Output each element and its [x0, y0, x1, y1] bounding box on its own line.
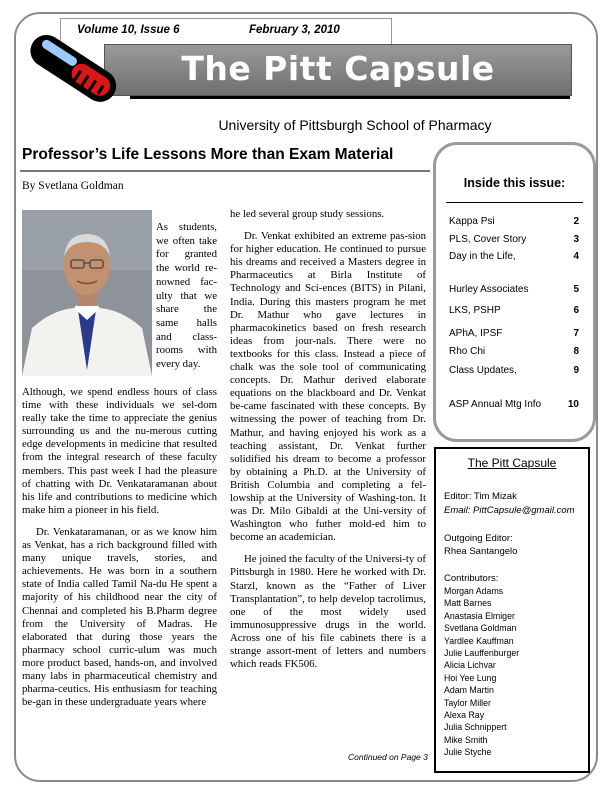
article-byline: By Svetlana Goldman — [22, 180, 124, 192]
continued-note[interactable]: Continued on Page 3 — [348, 752, 428, 762]
contributor-name: Mike Smith — [444, 734, 488, 745]
article-paragraph: Dr. Venkataramanan, or as we know him as Venkat, has a rich background filled with many unique travels, stories, and achievements. He was born in a southern state of India called Tamil Na-du He spent a majority of his childhood near the city of Chennai and completed his B.Pharm degree from the University of Madras. He elaborated that during those years the pharmacy school curric-ulum was much more product based, hands-on, and involved many labs in pharmaceutical chemistry and pharma-ceutics. His enthusiasm for teaching be-gan in these undergraduate years where — [22, 525, 217, 709]
article-column-1 — [22, 386, 217, 718]
contributor-name: Morgan Adams — [444, 586, 504, 596]
article-column-2 — [230, 208, 426, 680]
volume-issue: Volume 10, Issue 6 — [77, 24, 180, 36]
contributor-name: Taylor Miller — [444, 697, 491, 708]
newsletter-title: The Pitt Capsule — [181, 49, 495, 88]
contributor-name: Alicia Lichvar — [444, 660, 496, 671]
issue-date: February 3, 2010 — [249, 24, 340, 36]
contributor-name: Hoi Yee Lung — [444, 672, 497, 683]
outgoing-label: Outgoing Editor: — [444, 533, 513, 544]
contributor-name: Anastasia Elmiger — [444, 610, 515, 621]
inside-issue-rule — [446, 202, 583, 203]
staff-title: The Pitt Capsule — [467, 456, 557, 470]
contributor-name: Adam Martin — [444, 685, 494, 696]
contributor-name: Julia Schnippert — [444, 722, 507, 733]
article-paragraph: Dr. Venkat exhibited an extreme pas-sion for higher education. He continued to pursue his dreams and received a Masters degree in Pharmaceutics at Birla Institute of Technology and Sci-ences (BITS) in Pilani, India. During this masters program he met Dr. Mathur who gave lectures in pharmacokinetics based on fresh research ideas from jour-nals. There were no textbooks for this class. Instead a piece of chalk was the sole tool of communicating concepts. Dr. Mathur derived elaborate equations on the blackboard and Dr. Venkat be-came fascinated with these concepts. By witnessing the power of teaching from Dr. Mathur, and having enjoyed his work as a teaching assistant, Dr. Venkat further solidified his dream to become a professor by obtaining a Ph.D. at the University of British Columbia and completing a fel-lowship at the University of Washing-ton. It was Dr. Milo Gibaldi at the Uni-versity of Washington who futher mold-ed him to become an academician. — [230, 230, 426, 544]
article-paragraph: he led several group study sessions. — [230, 208, 385, 220]
professor-photo — [22, 210, 152, 376]
editor-line: Editor: Tim Mizak — [444, 491, 517, 502]
contributor-name: Matt Barnes — [444, 598, 492, 609]
capsule-logo-icon — [18, 30, 128, 104]
contributors-label: Contributors: — [444, 573, 499, 584]
article-intro-wrap: As students, we often take for granted the world re-nowned fac-ulty that we share the same halls and class-rooms with every day. — [156, 221, 217, 371]
contributor-name: Alexa Ray — [444, 710, 485, 720]
article-headline: Professor’s Life Lessons More than Exam Material — [22, 146, 394, 163]
article-paragraph: He joined the faculty of the Universi-ty of Pittsburgh in 1980. Here he worked with Dr. Starzl, known as the “Father of Liver Transplantation”, to help develop tacrolimus, one of the most widely used immunosuppressive drugs in the world. Across one of his file cabinets there is a strange assort-ment of letters and numbers which reads FK506. — [230, 553, 426, 671]
staff-box — [434, 447, 590, 773]
contributor-name: Svetlana Goldman — [444, 623, 517, 634]
article-paragraph: Although, we spend endless hours of class time with these individuals we sel-dom really take the time to appreciate the genius surrounding us and the nu-merous cutting edge developments in medicine that resulted from the integral research of these faculty members. This past week I had the pleasure of chatting with Dr. Venkataramanan about his life and contributions to medicine which make him a pioneer in his field. — [22, 386, 217, 516]
contributor-name: Julie Lauffenburger — [444, 648, 520, 658]
inside-issue-title: Inside this issue: — [463, 176, 566, 190]
wrap-text — [156, 221, 217, 381]
banner-stripe — [130, 96, 570, 99]
headline-rule — [20, 170, 430, 172]
school-subtitle: University of Pittsburgh School of Pharmacy — [218, 117, 492, 133]
email-line[interactable]: Email: PittCapsule@gmail.com — [444, 505, 575, 516]
contributor-name: Yardlee Kauffman — [444, 635, 514, 646]
masthead-banner — [104, 44, 572, 96]
outgoing-name: Rhea Santangelo — [444, 546, 518, 557]
contributor-name: Julie Styche — [444, 747, 492, 758]
